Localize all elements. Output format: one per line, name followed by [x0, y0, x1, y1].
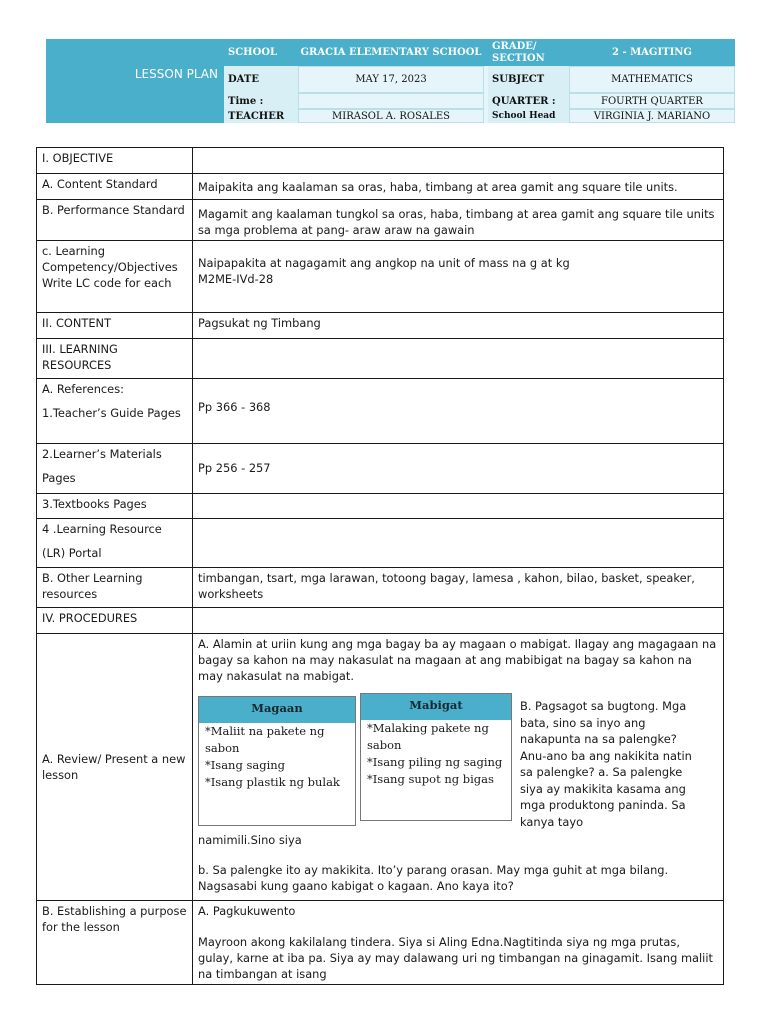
riddle-b: b. Sa palengke ito ay makikita. Ito’y parang orasan. May mga guhit at mga bilang. Nagsasabi kung gaano kabigat o kagaan. Ano kaya ito? [198, 863, 669, 893]
lesson-plan-title: LESSON PLAN [46, 39, 224, 123]
row-value: timbangan, tsart, mga larawan, totoong bagay, lamesa , kahon, bilao, basket, speaker, worksheets [193, 568, 724, 608]
row-value: Maipakita ang kaalaman sa oras, haba, timbang at area gamit ang square tile units. [193, 174, 724, 200]
row-label: I. OBJECTIVE [37, 148, 193, 174]
table-row [37, 519, 724, 568]
bugtong-text: B. Pagsagot sa bugtong. Mga bata, sino sa inyo ang nakapunta na sa palengke? Anu-ano ba ang nakikita natin sa palengke? a. Sa palengke siya ay makikita kasama ang mga produktong paninda. Sa kanya tayo [520, 699, 692, 829]
row-label: 3.Textbooks Pages [37, 494, 193, 519]
bugtong-end: namimili.Sino siya [198, 833, 302, 847]
table-row [37, 241, 724, 313]
school-value: GRACIA ELEMENTARY SCHOOL [298, 39, 484, 66]
competency-text: Naipapakita at nagagamit ang angkop na unit of mass na g at kg [198, 256, 570, 270]
quarter-value: FOURTH QUARTER [569, 93, 735, 109]
row-value [193, 901, 724, 985]
school-label: SCHOOL [224, 39, 298, 66]
school-head-value: VIRGINIA J. MARIANO [569, 109, 735, 123]
mabigat-title: Mabigat [361, 694, 511, 720]
grade-value: 2 - MAGITING [569, 39, 735, 66]
list-item: *Isang piling ng saging [367, 755, 503, 769]
time-value [298, 93, 484, 109]
references-label: A. References: [42, 382, 124, 396]
date-value: MAY 17, 2023 [298, 66, 484, 93]
row-value [193, 339, 724, 379]
table-row [37, 174, 724, 200]
row-label: IV. PROCEDURES [37, 608, 193, 634]
lesson-plan-table [36, 147, 724, 985]
purpose-story: Mayroon akong kakilalang tindera. Siya si Aling Edna.Nagtitinda siya ng mga prutas, gulay, karne at iba pa. Siya ay may dalawang uri ng timbangan na ginagamit. Isang maliit na timbangan at isang [198, 935, 713, 981]
learners-materials-label: 2.Learner’s Materials [42, 447, 162, 461]
row-label [37, 379, 193, 444]
table-row [37, 494, 724, 519]
row-value [193, 494, 724, 519]
table-row [37, 379, 724, 444]
teacher-value: MIRASOL A. ROSALES [298, 109, 484, 123]
row-value [193, 519, 724, 568]
row-label: B. Performance Standard [37, 200, 193, 241]
review-procedure [198, 636, 718, 898]
quarter-label: QUARTER : [488, 93, 569, 109]
review-intro: A. Alamin at uriin kung ang mga bagay ba ay magaan o mabigat. Ilagay ang magagaan na bagay sa kahon na may nakasulat na magaan at ang mabibigat na bagay sa kahon na may nakasulat na mabigat. [198, 637, 717, 683]
teachers-guide-label: 1.Teacher’s Guide Pages [42, 406, 181, 420]
row-value [193, 241, 724, 313]
date-label: DATE [224, 66, 298, 93]
row-value: Pagsukat ng Timbang [193, 313, 724, 339]
list-item: *Isang plastik ng bulak [205, 775, 340, 789]
row-value: Pp 256 - 257 [193, 444, 724, 494]
subject-label: SUBJECT [488, 66, 569, 93]
purpose-title: A. Pagkukuwento [198, 904, 296, 918]
subject-value: MATHEMATICS [569, 66, 735, 93]
magaan-box [198, 696, 356, 826]
lr-label-a: 4 .Learning Resource [42, 522, 162, 536]
list-item: *Maliit na pakete ng sabon [205, 724, 325, 755]
list-item: *Malaking pakete ng sabon [367, 721, 489, 752]
table-row [37, 200, 724, 241]
lr-label-b: (LR) Portal [42, 546, 102, 560]
row-label [37, 519, 193, 568]
row-label: B. Establishing a purpose for the lesson [37, 901, 193, 985]
school-head-label: School Head [488, 109, 569, 123]
list-item: *Isang saging [205, 758, 286, 772]
table-row [37, 901, 724, 985]
row-label: A. Content Standard [37, 174, 193, 200]
lesson-plan-header [46, 39, 736, 123]
list-item: *Isang supot ng bigas [367, 772, 494, 786]
competency-code: M2ME-IVd-28 [198, 272, 274, 286]
row-label: III. LEARNING RESOURCES [37, 339, 193, 379]
teacher-label: TEACHER [224, 109, 298, 123]
learners-pages-label: Pages [42, 471, 76, 485]
table-row [37, 634, 724, 901]
row-value [193, 608, 724, 634]
table-row [37, 568, 724, 608]
table-row [37, 148, 724, 174]
row-label [37, 444, 193, 494]
table-row [37, 608, 724, 634]
row-value: Magamit ang kaalaman tungkol sa oras, haba, timbang at area gamit ang square tile units sa mga problema at pang- araw araw na gawain [193, 200, 724, 241]
row-label: B. Other Learning resources [37, 568, 193, 608]
row-label: c. Learning Competency/Objectives Write LC code for each [37, 241, 193, 313]
row-value [193, 148, 724, 174]
table-row [37, 444, 724, 494]
grade-label: GRADE/ SECTION [488, 39, 569, 66]
time-label: Time : [224, 93, 298, 109]
row-value [193, 634, 724, 901]
row-label: II. CONTENT [37, 313, 193, 339]
table-row [37, 313, 724, 339]
magaan-title: Magaan [199, 697, 355, 723]
mabigat-box [360, 693, 512, 821]
table-row [37, 339, 724, 379]
row-label: A. Review/ Present a new lesson [37, 634, 193, 901]
row-value: Pp 366 - 368 [193, 379, 724, 444]
